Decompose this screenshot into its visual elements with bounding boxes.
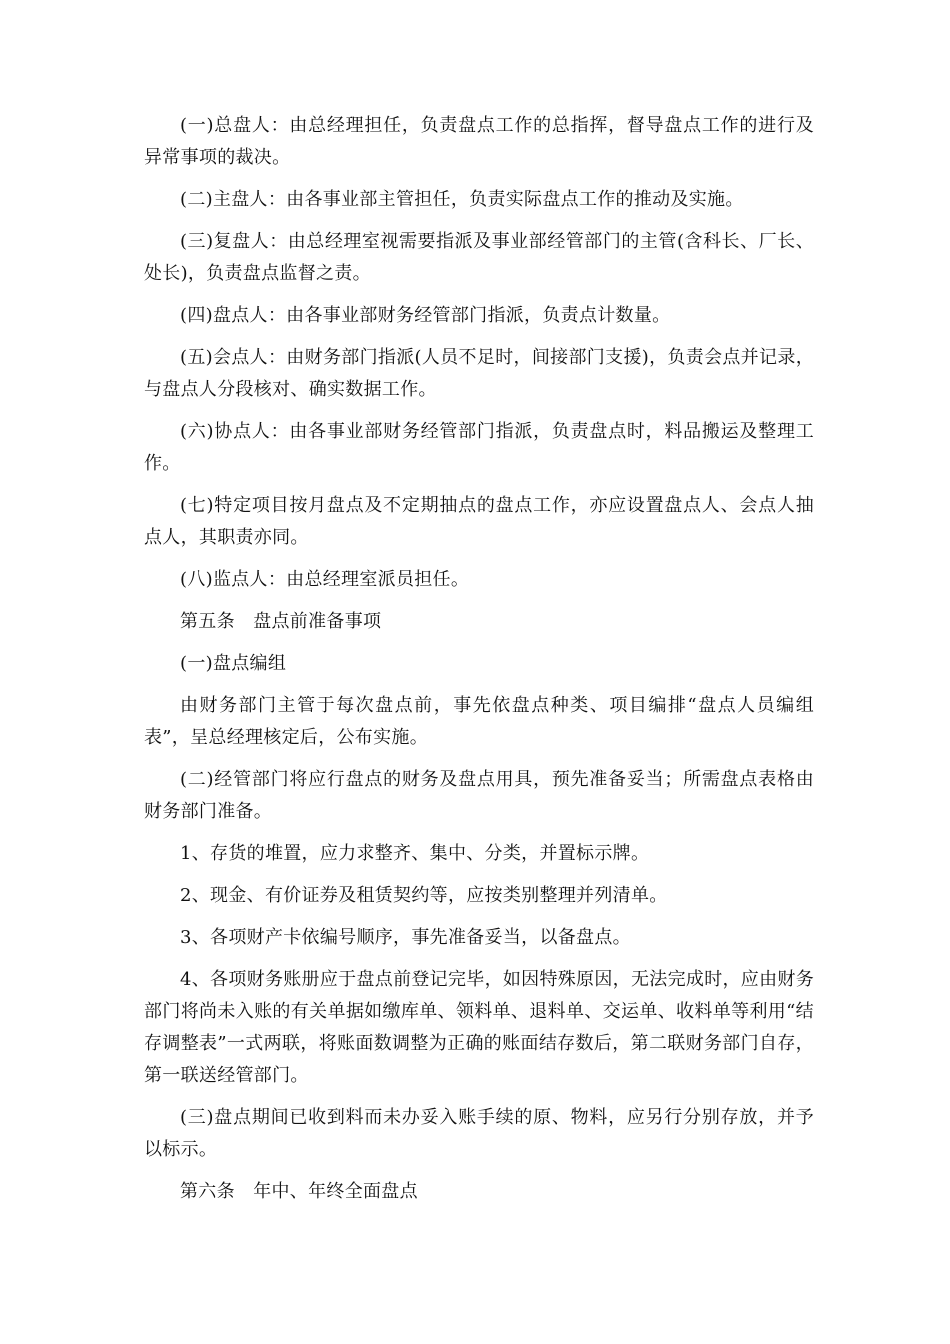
paragraph-recheck-counter: (三)复盘人：由总经理室视需要指派及事业部经管部门的主管(含科长、厂长、处长)，负责盘点监督之责。	[144, 231, 814, 284]
paragraph-counter: (四)盘点人：由各事业部财务经管部门指派，负责点计数量。	[180, 305, 671, 326]
paragraph-joint-counter: (五)会点人：由财务部门指派(人员不足时，间接部门支援)，负责会点并记录，与盘点人分段核对、确实数据工作。	[144, 347, 814, 400]
paragraph-grouping: 由财务部门主管于每次盘点前，事先依盘点种类、项目编排“盘点人员编组表”，呈总经理核定后，公布实施。	[144, 695, 814, 748]
paragraph-received-materials: (三)盘点期间已收到料而未办妥入账手续的原、物料，应另行分别存放，并予以标示。	[144, 1107, 814, 1160]
article-6-heading: 第六条 年中、年终全面盘点	[180, 1181, 418, 1202]
document-body	[144, 110, 814, 1218]
paragraph-supervisor: (八)监点人：由总经理室派员担任。	[180, 569, 470, 590]
paragraph-grouping-heading: (一)盘点编组	[180, 653, 287, 674]
paragraph-assist-counter: (六)协点人：由各事业部财务经管部门指派，负责盘点时，料品搬运及整理工作。	[144, 421, 814, 474]
list-item-3: 3、各项财产卡依编号顺序，事先准备妥当，以备盘点。	[180, 927, 631, 948]
list-item-1: 1、存货的堆置，应力求整齐、集中、分类，并置标示牌。	[180, 843, 650, 864]
list-item-2: 2、现金、有价证券及租赁契约等，应按类别整理并列清单。	[180, 885, 668, 906]
list-item-4: 4、各项财务账册应于盘点前登记完毕，如因特殊原因，无法完成时，应由财务部门将尚未入账的有关单据如缴库单、领料单、退料单、交运单、收料单等利用“结存调整表”一式两联，将账面数调整为正确的账面结存数后，第二联财务部门自存，第一联送经管部门。	[144, 969, 814, 1086]
article-5-heading: 第五条 盘点前准备事项	[180, 611, 382, 632]
paragraph-preparation: (二)经管部门将应行盘点的财务及盘点用具，预先准备妥当；所需盘点表格由财务部门准备。	[144, 769, 814, 822]
paragraph-special-items: (七)特定项目按月盘点及不定期抽点的盘点工作，亦应设置盘点人、会点人抽点人，其职责亦同。	[144, 495, 814, 548]
paragraph-general-counter: (一)总盘人：由总经理担任，负责盘点工作的总指挥，督导盘点工作的进行及异常事项的裁决。	[144, 115, 814, 168]
paragraph-main-counter: (二)主盘人：由各事业部主管担任，负责实际盘点工作的推动及实施。	[180, 189, 744, 210]
